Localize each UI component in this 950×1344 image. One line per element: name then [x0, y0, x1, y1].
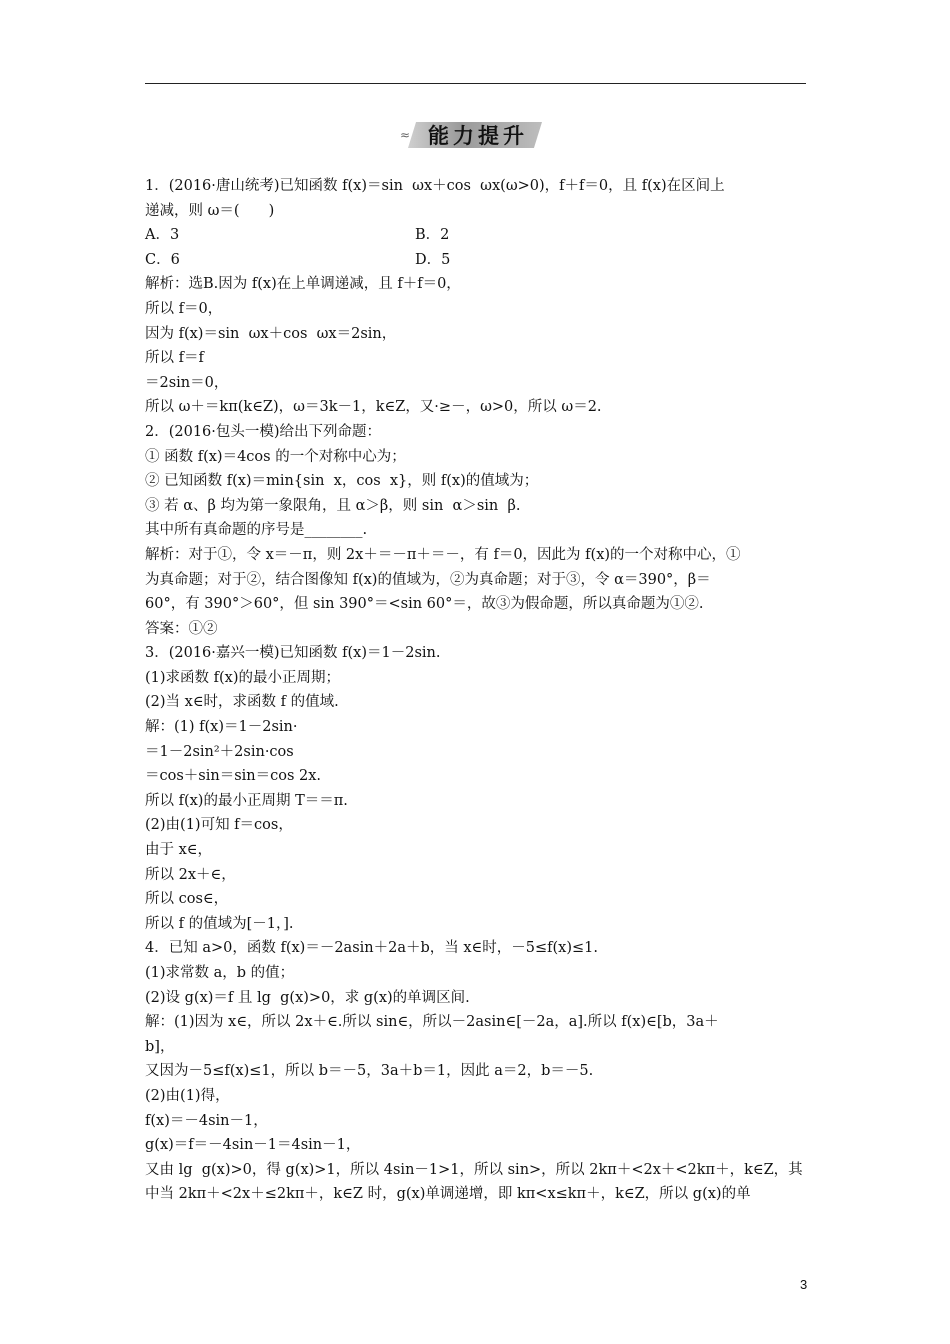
text-line: 递减，则 ω＝( )	[145, 202, 275, 219]
banner-decoration-icon: ≈	[400, 128, 411, 142]
text-line: ① 函数 f(x)＝4cos 的一个对称中心为；	[145, 448, 406, 465]
text-line: 为真命题；对于②，结合图像知 f(x)的值域为，②为真命题；对于③，令 α＝390°，β＝	[145, 571, 711, 588]
answer-option: A．3	[145, 227, 180, 244]
text-line: (2)设 g(x)＝f 且 lg g(x)>0，求 g(x)的单调区间.	[145, 989, 470, 1006]
text-line: f(x)＝－4sin－1，	[145, 1112, 268, 1129]
header-rule	[145, 83, 806, 84]
text-line: b]，	[145, 1038, 175, 1055]
text-line: 因为 f(x)＝sin ωx＋cos ωx＝2sin，	[145, 325, 397, 342]
section-title: 能力提升	[428, 124, 528, 148]
text-line: 3．(2016·嘉兴一模)已知函数 f(x)＝1－2sin.	[145, 645, 441, 662]
text-line: 所以 cos∈，	[145, 891, 229, 908]
text-line: ＝2sin＝0，	[145, 374, 229, 391]
answer-options-row	[145, 248, 810, 273]
text-line: 1．(2016·唐山统考)已知函数 f(x)＝sin ωx＋cos ωx(ω>0)，f＋f＝0，且 f(x)在区间上	[145, 178, 725, 194]
text-line: 其中所有真命题的序号是________.	[145, 522, 368, 539]
text-line: ③ 若 α、β 均为第一象限角，且 α＞β，则 sin α＞sin β.	[145, 497, 521, 514]
text-line: 所以 f＝0，	[145, 300, 223, 317]
text-line: 由于 x∈，	[145, 842, 213, 859]
text-line: 所以 2x＋∈，	[145, 866, 236, 883]
text-line: (2)由(1)得，	[145, 1087, 230, 1104]
text-line: 解析：选B.因为 f(x)在上单调递减，且 f＋f＝0，	[145, 276, 461, 293]
text-line: ＝cos＋sin＝sin＝cos 2x.	[145, 768, 322, 785]
text-line: 4．已知 a>0，函数 f(x)＝－2asin＋2a＋b，当 x∈时，－5≤f(x)≤1.	[145, 940, 598, 957]
text-line: g(x)＝f＝－4sin－1＝4sin－1，	[145, 1137, 361, 1154]
text-line: 2．(2016·包头一模)给出下列命题：	[145, 423, 382, 440]
answer-option: B．2	[415, 227, 450, 244]
text-line: 所以 f(x)的最小正周期 T＝＝π.	[145, 792, 348, 809]
text-line: ＝1－2sin²＋2sin·cos	[145, 743, 294, 760]
text-line: 60°，有 390°＞60°，但 sin 390°＝<sin 60°＝，故③为假命题，所以真命题为①②.	[145, 596, 704, 613]
text-line: (1)求函数 f(x)的最小正周期；	[145, 669, 341, 686]
answer-option: C．6	[145, 251, 180, 268]
text-line: ② 已知函数 f(x)＝min{sin x，cos x}，则 f(x)的值域为；	[145, 473, 539, 490]
text-line: 所以 f＝f	[145, 350, 204, 367]
text-line: 又因为－5≤f(x)≤1，所以 b＝－5，3a＋b＝1，因此 a＝2，b＝－5.	[145, 1063, 594, 1080]
text-line: 答案：①②	[145, 620, 218, 637]
text-line: 所以 f 的值域为[－1，].	[145, 915, 294, 932]
answer-options-row	[145, 223, 810, 248]
text-line: (2)当 x∈时，求函数 f 的值域.	[145, 694, 339, 711]
text-line: 中当 2kπ＋<2x＋≤2kπ＋，k∈Z 时，g(x)单调递增，即 kπ<x≤kπ＋，k∈Z，所以 g(x)的单	[145, 1186, 751, 1203]
text-line: 解析：对于①，令 x＝－π，则 2x＋＝－π＋＝－，有 f＝0，因此为 f(x)的一个对称中心，①	[145, 546, 741, 563]
page-number: 3	[800, 1277, 808, 1292]
text-line: 所以 ω＋＝kπ(k∈Z)，ω＝3k－1，k∈Z，又·≥－，ω>0，所以 ω＝2.	[145, 399, 602, 416]
text-line: 解：(1)因为 x∈，所以 2x＋∈.所以 sin∈，所以－2asin∈[－2a，a].所以 f(x)∈[b，3a＋	[145, 1014, 719, 1031]
text-line: (2)由(1)可知 f＝cos，	[145, 817, 293, 834]
text-line: (1)求常数 a，b 的值；	[145, 965, 295, 981]
section-banner	[400, 118, 550, 152]
text-line: 解：(1) f(x)＝1－2sin·	[145, 719, 298, 736]
document-body	[145, 174, 810, 1207]
text-line: 又由 lg g(x)>0，得 g(x)>1，所以 4sin－1>1，所以 sin>，所以 2kπ＋<2x＋<2kπ＋，k∈Z，其	[145, 1161, 803, 1178]
answer-option: D．5	[415, 251, 451, 268]
